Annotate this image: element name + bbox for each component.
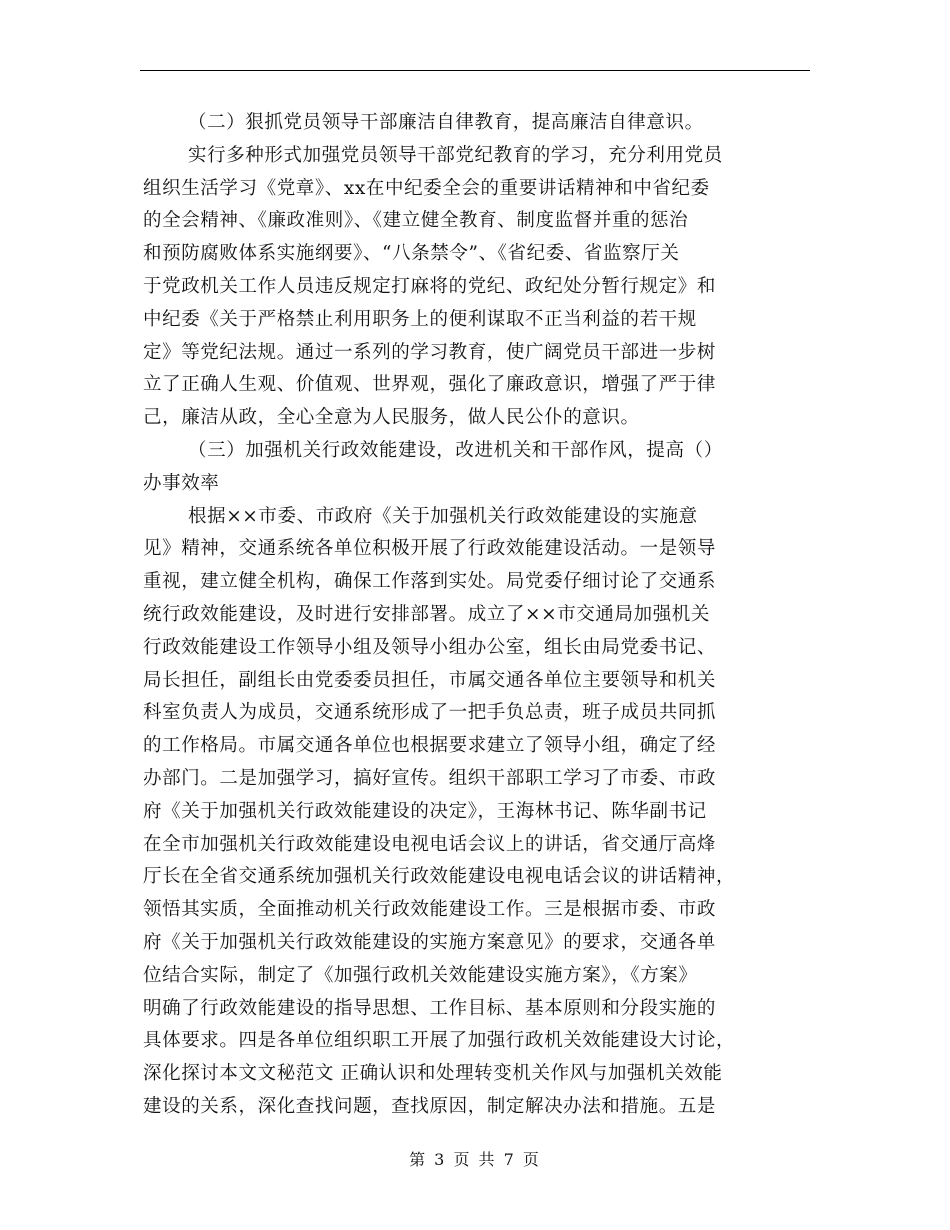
text-line: 组织生活学习《党章》、xx在中纪委全会的重要讲话精神和中省纪委 bbox=[143, 177, 710, 199]
text-line: 定》等党纪法规。通过一系列的学习教育，使广阔党员干部进一步树 bbox=[143, 341, 717, 363]
text-line: 在全市加强机关行政效能建设电视电话会议上的讲话，省交通厅高烽 bbox=[143, 833, 717, 855]
text-line: 位结合实际，制定了《加强行政机关效能建设实施方案》，《方案》 bbox=[143, 964, 698, 986]
text-line: 根据××市委、市政府《关于加强机关行政效能建设的实施意 bbox=[188, 505, 698, 527]
text-line: （二）狠抓党员领导干部廉洁自律教育，提高廉洁自律意识。 bbox=[188, 112, 704, 133]
text-line: 于党政机关工作人员违反规定打麻将的党纪、政纪处分暂行规定》和 bbox=[143, 275, 717, 297]
text-line: 和预防腐败体系实施纲要》、“八条禁令”、《省纪委、省监察厅关 bbox=[143, 243, 680, 265]
header-rule bbox=[140, 70, 810, 71]
text-line: 府《关于加强机关行政效能建设的实施方案意见》的要求，交通各单 bbox=[143, 931, 717, 953]
text-line: 办事效率 bbox=[143, 472, 220, 494]
text-line: 中纪委《关于严格禁止利用职务上的便利谋取不正当利益的若干规 bbox=[143, 308, 697, 330]
text-line: 重视，建立健全机构，确保工作落到实处。局党委仔细讨论了交通系 bbox=[143, 571, 717, 593]
text-line: 行政效能建设工作领导小组及领导小组办公室，组长由局党委书记、 bbox=[143, 636, 717, 658]
text-line: 科室负责人为成员，交通系统形成了一把手负总责，班子成员共同抓 bbox=[143, 702, 717, 724]
text-line: 厅长在全省交通系统加强机关行政效能建设电视电话会议的讲话精神， bbox=[143, 866, 736, 888]
text-line: （三）加强机关行政效能建设，改进机关和干部作风，提高（） bbox=[188, 439, 723, 461]
page-number: 第 3 页 共 7 页 bbox=[409, 1150, 541, 1169]
text-line: 己，廉洁从政，全心全意为人民服务，做人民公仆的意识。 bbox=[143, 407, 640, 429]
text-line: 的工作格局。市属交通各单位也根据要求建立了领导小组，确定了经 bbox=[143, 735, 717, 757]
text-line: 统行政效能建设，及时进行安排部署。成立了××市交通局加强机关 bbox=[143, 603, 711, 625]
text-line: 局长担任，副组长由党委委员担任，市属交通各单位主要领导和机关 bbox=[143, 669, 717, 691]
text-line: 深化探讨本文文秘范文 正确认识和处理转变机关作风与加强机关效能 bbox=[143, 1063, 723, 1085]
document-body bbox=[143, 107, 813, 1124]
text-line: 的全会精神、《廉政准则》、《建立健全教育、制度监督并重的惩治 bbox=[143, 210, 689, 232]
text-line: 立了正确人生观、价值观、世界观，强化了廉政意识，增强了严于律 bbox=[143, 374, 717, 396]
text-line: 府《关于加强机关行政效能建设的决定》，王海林书记、陈华副书记 bbox=[143, 800, 707, 822]
text-line: 明确了行政效能建设的指导思想、工作目标、基本原则和分段实施的 bbox=[143, 997, 717, 1019]
text-line: 建设的关系，深化查找问题，查找原因，制定解决办法和措施。五是 bbox=[143, 1095, 717, 1117]
text-line: 具体要求。四是各单位组织职工开展了加强行政机关效能建设大讨论， bbox=[143, 1030, 736, 1052]
text-line: 见》精神，交通系统各单位积极开展了行政效能建设活动。一是领导 bbox=[143, 538, 717, 560]
text-line: 领悟其实质，全面推动机关行政效能建设工作。三是根据市委、市政 bbox=[143, 899, 717, 921]
text-line: 办部门。二是加强学习，搞好宣传。组织干部职工学习了市委、市政 bbox=[143, 767, 717, 789]
text-line: 实行多种形式加强党员领导干部党纪教育的学习，充分利用党员 bbox=[188, 144, 723, 166]
